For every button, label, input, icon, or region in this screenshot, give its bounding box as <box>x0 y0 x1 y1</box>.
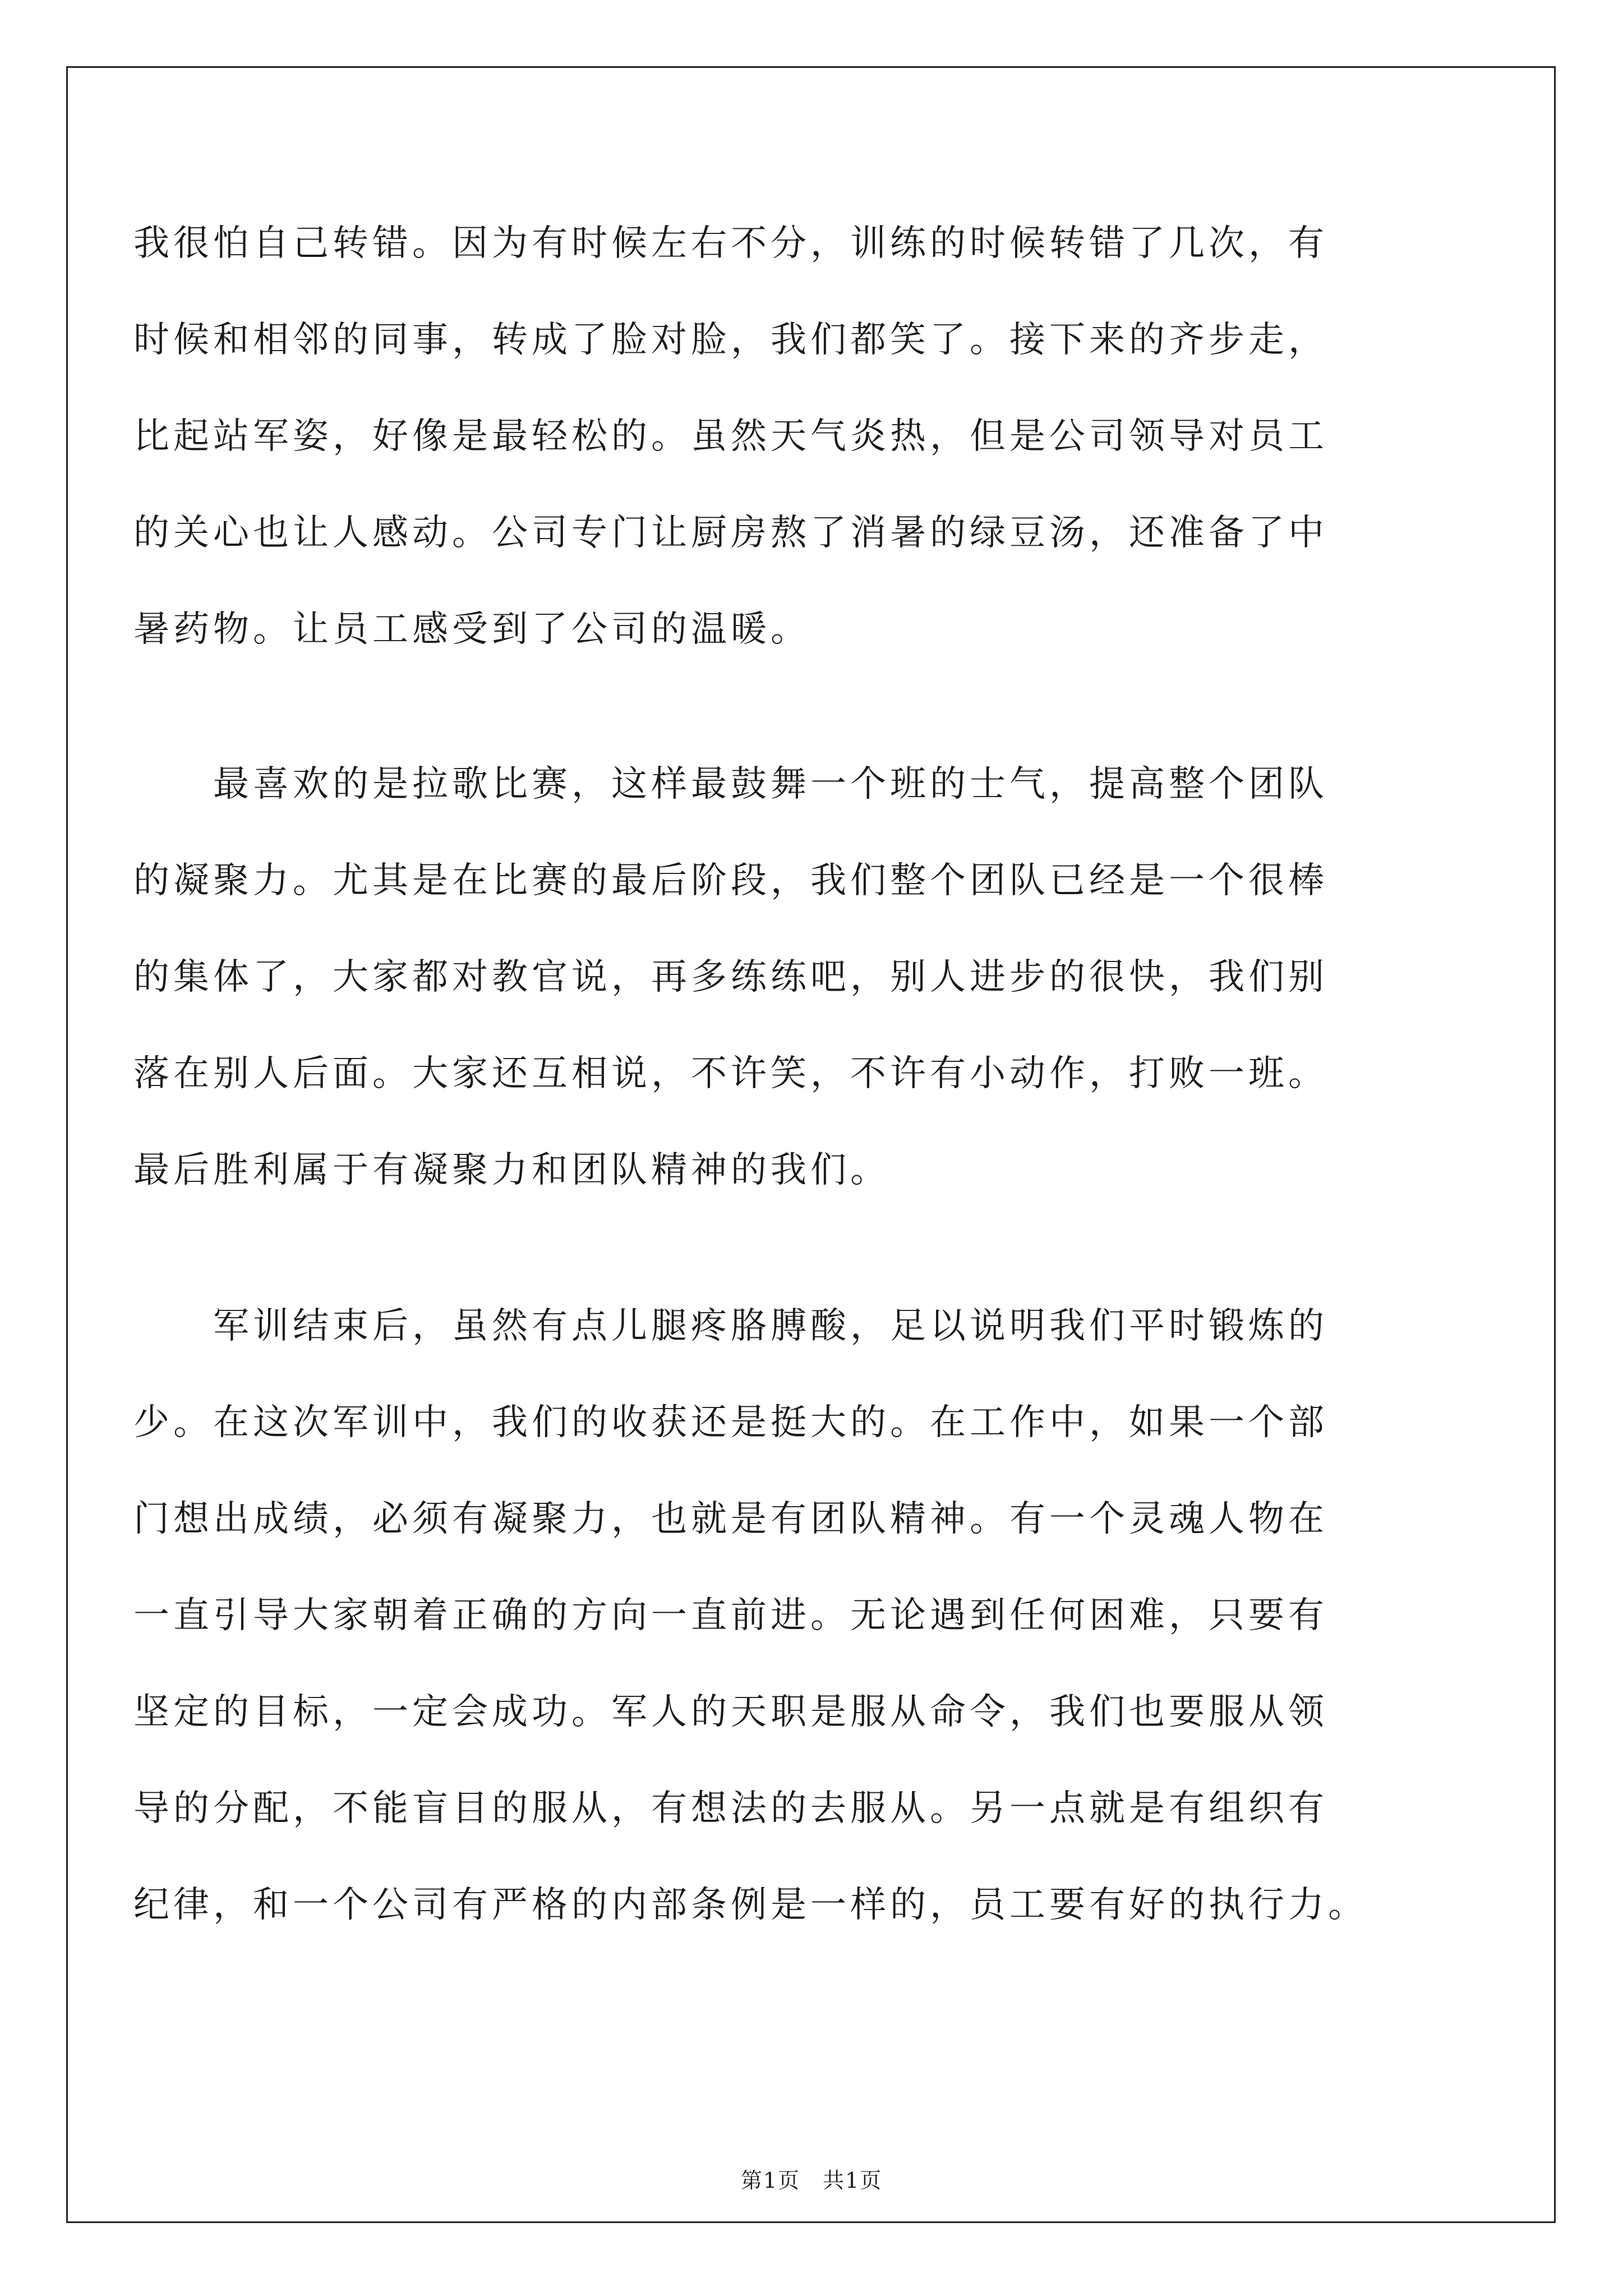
text-line-11: 军训结束后，虽然有点儿腿疼胳膊酸，足以说明我们平时锻炼的 <box>133 1305 1328 1347</box>
text-line-14: 一直引导大家朝着正确的方向一直前进。无论遇到任何困难，只要有 <box>133 1595 1328 1636</box>
text-line-5: 暑药物。让员工感受到了公司的温暖。 <box>133 609 810 650</box>
page-footer <box>0 2166 1623 2194</box>
text-line-7: 的凝聚力。尤其是在比赛的最后阶段，我们整个团队已经是一个很棒 <box>133 860 1328 901</box>
text-line-6: 最喜欢的是拉歌比赛，这样最鼓舞一个班的士气，提高整个团队 <box>133 763 1328 805</box>
text-line-9: 落在别人后面。大家还互相说，不许笑，不许有小动作，打败一班。 <box>133 1053 1328 1094</box>
text-line-3: 比起站军姿，好像是最轻松的。虽然天气炎热，但是公司领导对员工 <box>133 416 1328 457</box>
text-line-1: 我很怕自己转错。因为有时候左右不分，训练的时候转错了几次，有 <box>133 223 1328 264</box>
page-total: 共1页 <box>823 2168 883 2193</box>
text-line-15: 坚定的目标，一定会成功。军人的天职是服从命令，我们也要服从领 <box>133 1691 1328 1733</box>
text-line-12: 少。在这次军训中，我们的收获还是挺大的。在工作中，如果一个部 <box>133 1402 1328 1443</box>
text-line-13: 门想出成绩，必须有凝聚力，也就是有团队精神。有一个灵魂人物在 <box>133 1498 1328 1540</box>
text-line-8: 的集体了，大家都对教官说，再多练练吧，别人进步的很快，我们别 <box>133 956 1328 998</box>
text-line-16: 导的分配，不能盲目的服从，有想法的去服从。另一点就是有组织有 <box>133 1788 1328 1829</box>
text-line-17: 纪律，和一个公司有严格的内部条例是一样的，员工要有好的执行力。 <box>133 1884 1368 1926</box>
text-line-10: 最后胜利属于有凝聚力和团队精神的我们。 <box>133 1149 890 1191</box>
page-number: 第1页 <box>740 2168 800 2193</box>
text-line-4: 的关心也让人感动。公司专门让厨房熬了消暑的绿豆汤，还准备了中 <box>133 512 1328 554</box>
text-line-2: 时候和相邻的同事，转成了脸对脸，我们都笑了。接下来的齐步走， <box>133 319 1328 361</box>
